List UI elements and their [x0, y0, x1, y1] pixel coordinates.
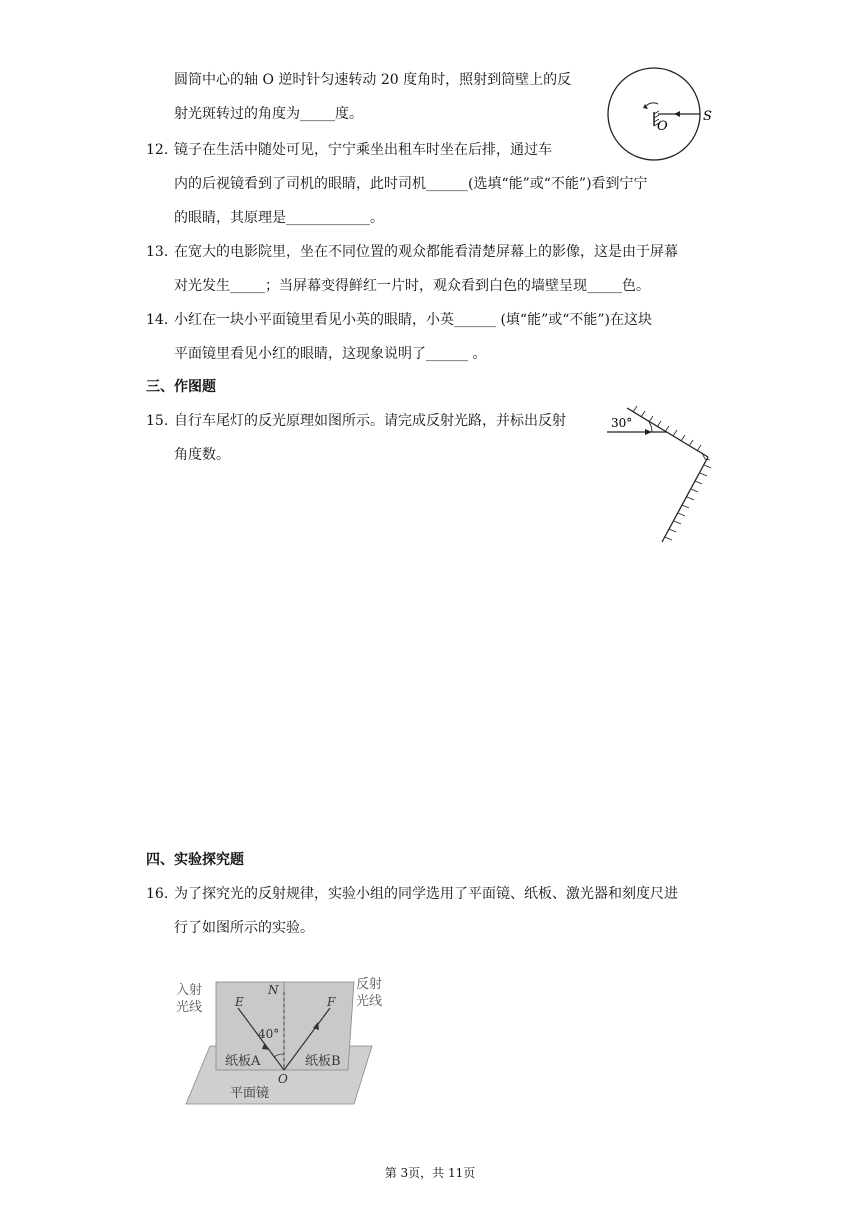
q14-line2: 平面镜里看见小红的眼睛，这现象说明了______ 。 [174, 346, 487, 362]
reflection-experiment-figure [176, 976, 386, 1110]
label-board-b: 纸板B [305, 1054, 341, 1069]
q15-line1: 自行车尾灯的反光原理如图所示。请完成反射光路，并标出反射 [174, 413, 566, 429]
q13-line1: 在宽大的电影院里，坐在不同位置的观众都能看清楚屏幕上的影像，这是由于屏幕 [174, 244, 678, 260]
q13-number: 13. [146, 244, 169, 260]
q13-line2: 对光发生_____；当屏幕变得鲜红一片时，观众看到白色的墙壁呈现_____色。 [174, 278, 650, 294]
page-footer: 第 3页，共 11页 [384, 1166, 476, 1180]
label-plane-mirror: 平面镜 [230, 1086, 270, 1101]
label-reflect-2: 光线 [356, 994, 383, 1009]
label-s: S [703, 109, 712, 124]
label-incident-2: 光线 [176, 1000, 203, 1015]
label-reflect-1: 反射 [356, 977, 383, 992]
q16-number: 16. [146, 886, 169, 902]
label-n: N [268, 983, 279, 997]
lower-mirror-hatch [665, 465, 711, 540]
taillight-figure [605, 402, 720, 547]
q15-line2: 角度数。 [174, 447, 230, 463]
label-incident-1: 入射 [176, 983, 203, 998]
q12-number: 12. [146, 142, 169, 158]
upper-mirror-hatch [633, 406, 701, 451]
cylinder-figure [600, 66, 716, 166]
q11-line1: 圆筒中心的轴 O 逆时针匀速转动 20 度角时，照射到筒壁上的反 [174, 72, 572, 88]
q11-line2: 射光斑转过的角度为_____度。 [174, 106, 363, 122]
label-o: O [278, 1072, 288, 1086]
q14-number: 14. [146, 312, 169, 328]
q12-line2: 内的后视镜看到了司机的眼睛，此时司机______(选填“能”或“不能”)看到宁宁 [174, 176, 648, 192]
label-40-degrees: 40° [258, 1027, 280, 1041]
label-f: F [327, 995, 336, 1009]
section-heading-drawing: 三、作图题 [146, 379, 216, 395]
q12-line3: 的眼睛，其原理是____________。 [174, 210, 384, 226]
label-e: E [235, 995, 244, 1009]
angle-label: 30° [611, 416, 633, 430]
label-board-a: 纸板A [225, 1054, 261, 1069]
section-heading-experiment: 四、实验探究题 [146, 852, 244, 868]
q12-line1: 镜子在生活中随处可见，宁宁乘坐出租车时坐在后排，通过车 [174, 142, 552, 158]
q15-number: 15. [146, 413, 169, 429]
q16-line2: 行了如图所示的实验。 [174, 920, 314, 936]
q14-line1: 小红在一块小平面镜里看见小英的眼睛，小英______ (填“能”或“不能”)在这块 [174, 312, 653, 328]
q16-line1: 为了探究光的反射规律，实验小组的同学选用了平面镜、纸板、激光器和刻度尺进 [174, 886, 678, 902]
rotation-arrow [646, 103, 658, 106]
label-o: O [657, 119, 668, 134]
